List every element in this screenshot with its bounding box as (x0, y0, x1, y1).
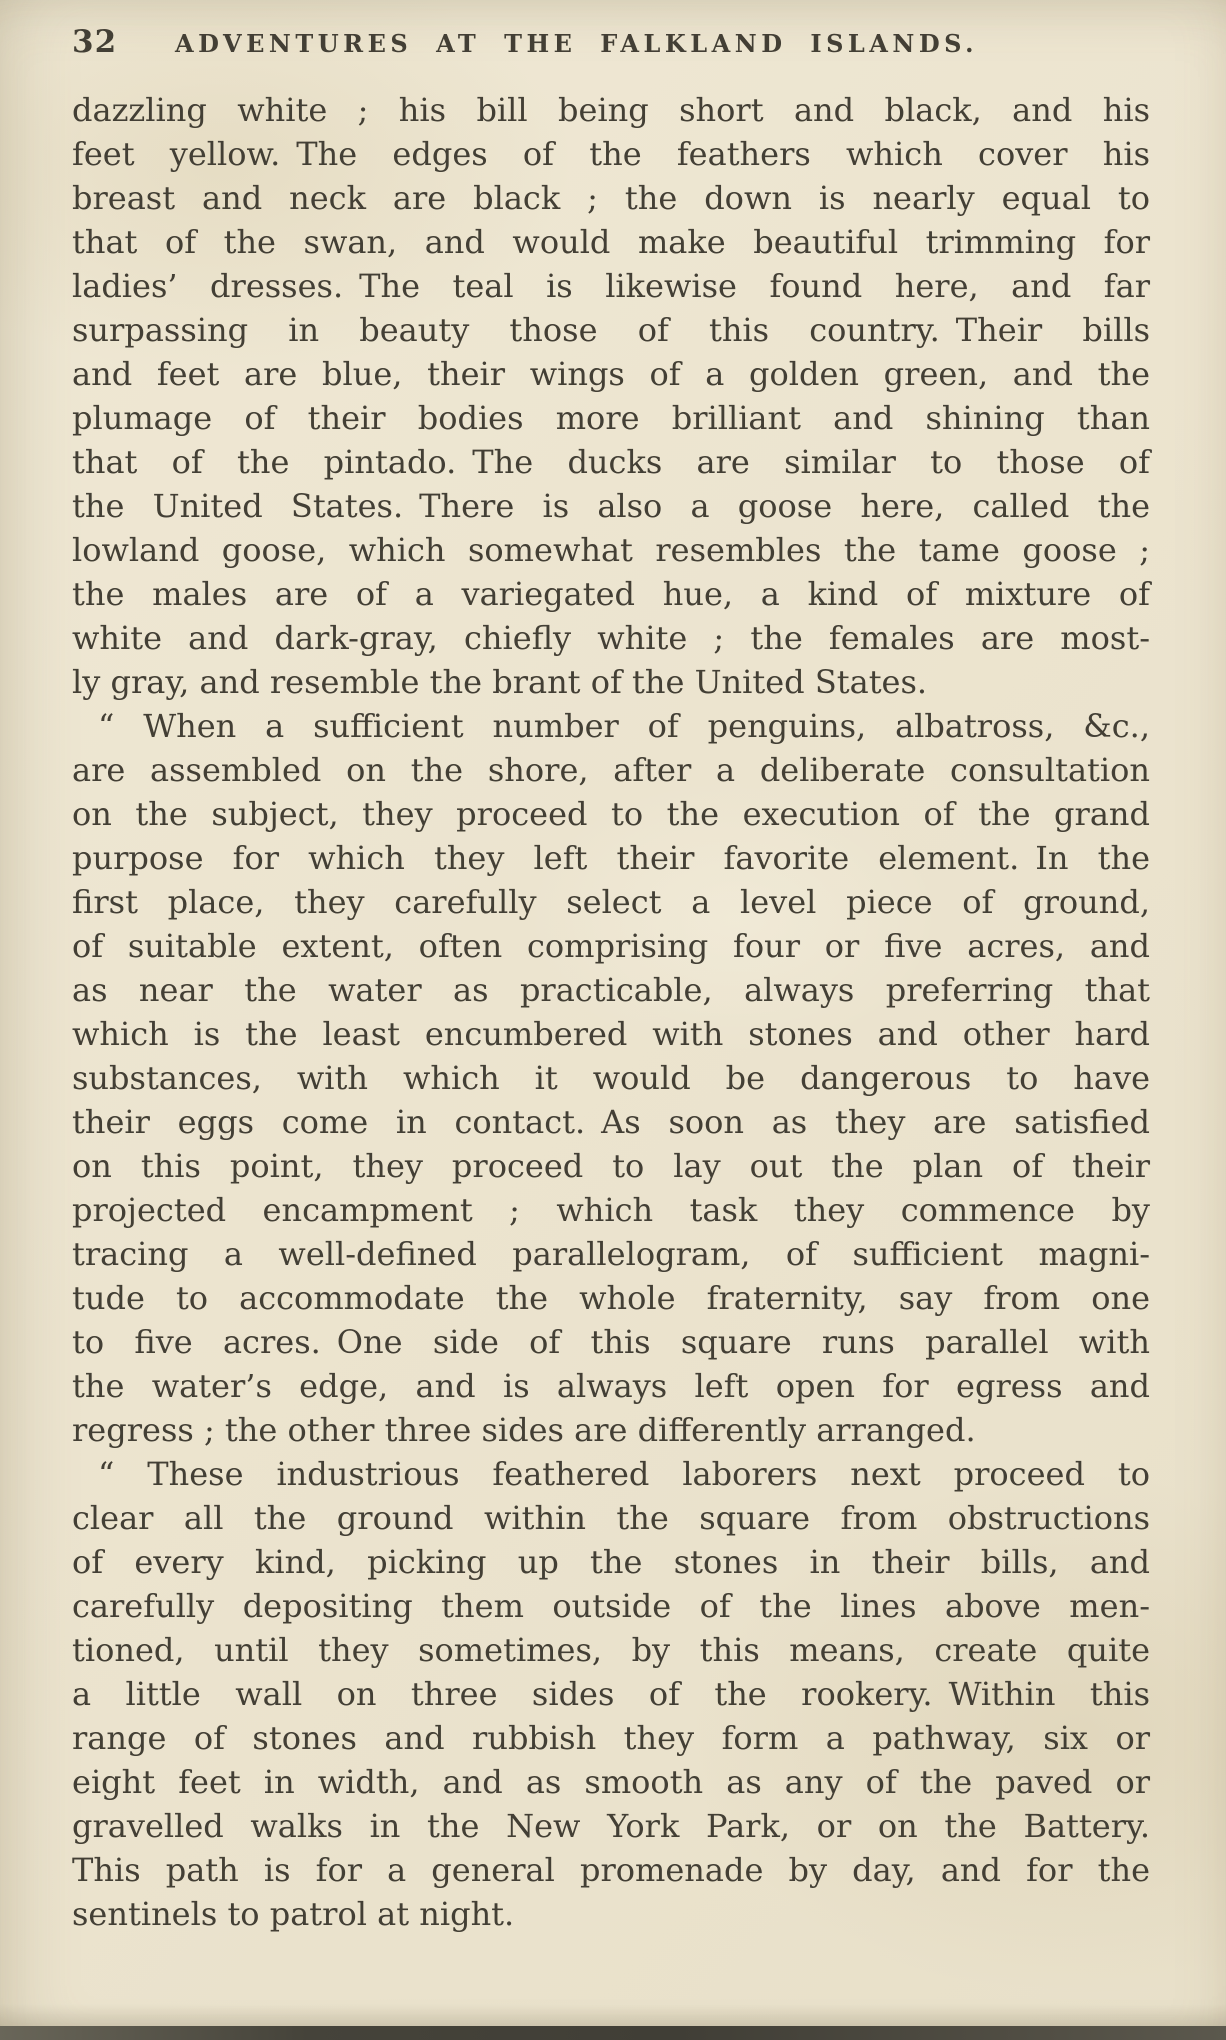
text-line: plumage of their bodies more brilliant and shining than (72, 399, 1150, 437)
text-line: purpose for which they left their favorite element. In the (72, 839, 1150, 877)
text-line: sentinels to patrol at night. (72, 1895, 515, 1933)
text-line: eight feet in width, and as smooth as any of the paved or (72, 1763, 1150, 1801)
text-line: the water’s edge, and is always left open for egress and (72, 1367, 1150, 1405)
page-body (72, 88, 1150, 1936)
text-line: and feet are blue, their wings of a golden green, and the (72, 355, 1150, 393)
page-header (0, 18, 1226, 66)
text-line: tracing a well-defined parallelogram, of sufficient magni- (72, 1235, 1150, 1273)
running-title: ADVENTURES AT THE FALKLAND ISLANDS. (175, 29, 979, 58)
text-line: first place, they carefully select a level piece of ground, (72, 883, 1150, 921)
text-line: that of the pintado. The ducks are similar to those of (72, 443, 1150, 481)
text-line: carefully depositing them outside of the lines above men- (72, 1587, 1150, 1625)
text-line: This path is for a general promenade by day, and for the (72, 1851, 1150, 1889)
text-line: regress ; the other three sides are differently arranged. (72, 1411, 976, 1449)
text-line: gravelled walks in the New York Park, or on the Battery. (72, 1807, 1150, 1845)
text-line: tioned, until they sometimes, by this means, create quite (72, 1631, 1150, 1669)
paragraph (72, 704, 1150, 1452)
text-line: their eggs come in contact. As soon as they are satisfied (72, 1103, 1150, 1141)
text-line: on the subject, they proceed to the execution of the grand (72, 795, 1150, 833)
text-line: to five acres. One side of this square runs parallel with (72, 1323, 1150, 1361)
text-line: ladies’ dresses. The teal is likewise found here, and far (72, 267, 1150, 305)
text-line: ly gray, and resemble the brant of the United States. (72, 663, 928, 701)
paragraph (72, 88, 1150, 704)
text-line: “ These industrious feathered laborers next proceed to (98, 1455, 1150, 1493)
text-line: which is the least encumbered with stones and other hard (72, 1015, 1150, 1053)
text-line: range of stones and rubbish they form a pathway, six or (72, 1719, 1150, 1757)
text-line: dazzling white ; his bill being short and black, and his (72, 91, 1150, 129)
text-line: are assembled on the shore, after a deliberate consultation (72, 751, 1150, 789)
text-line: projected encampment ; which task they commence by (72, 1191, 1150, 1229)
scan-edge (0, 2026, 1226, 2040)
text-line: of every kind, picking up the stones in their bills, and (72, 1543, 1150, 1581)
text-line: “ When a sufficient number of penguins, albatross, &c., (98, 707, 1150, 745)
text-line: the males are of a variegated hue, a kind of mixture of (72, 575, 1150, 613)
text-line: as near the water as practicable, always preferring that (72, 971, 1150, 1009)
text-line: feet yellow. The edges of the feathers which cover his (72, 135, 1150, 173)
text-line: on this point, they proceed to lay out the plan of their (72, 1147, 1150, 1185)
page-number: 32 (72, 24, 118, 60)
text-line: the United States. There is also a goose here, called the (72, 487, 1150, 525)
text-line: breast and neck are black ; the down is nearly equal to (72, 179, 1150, 217)
text-line: surpassing in beauty those of this country. Their bills (72, 311, 1150, 349)
text-line: substances, with which it would be dangerous to have (72, 1059, 1150, 1097)
paragraph (72, 1452, 1150, 1936)
text-line: clear all the ground within the square from obstructions (72, 1499, 1150, 1537)
text-line: a little wall on three sides of the rookery. Within this (72, 1675, 1150, 1713)
text-line: lowland goose, which somewhat resembles the tame goose ; (72, 531, 1150, 569)
scan-shadow (0, 2004, 1226, 2026)
text-line: tude to accommodate the whole fraternity, say from one (72, 1279, 1150, 1317)
text-line: of suitable extent, often comprising four or five acres, and (72, 927, 1150, 965)
text-line: that of the swan, and would make beautiful trimming for (72, 223, 1150, 261)
text-line: white and dark-gray, chiefly white ; the females are most- (72, 619, 1150, 657)
